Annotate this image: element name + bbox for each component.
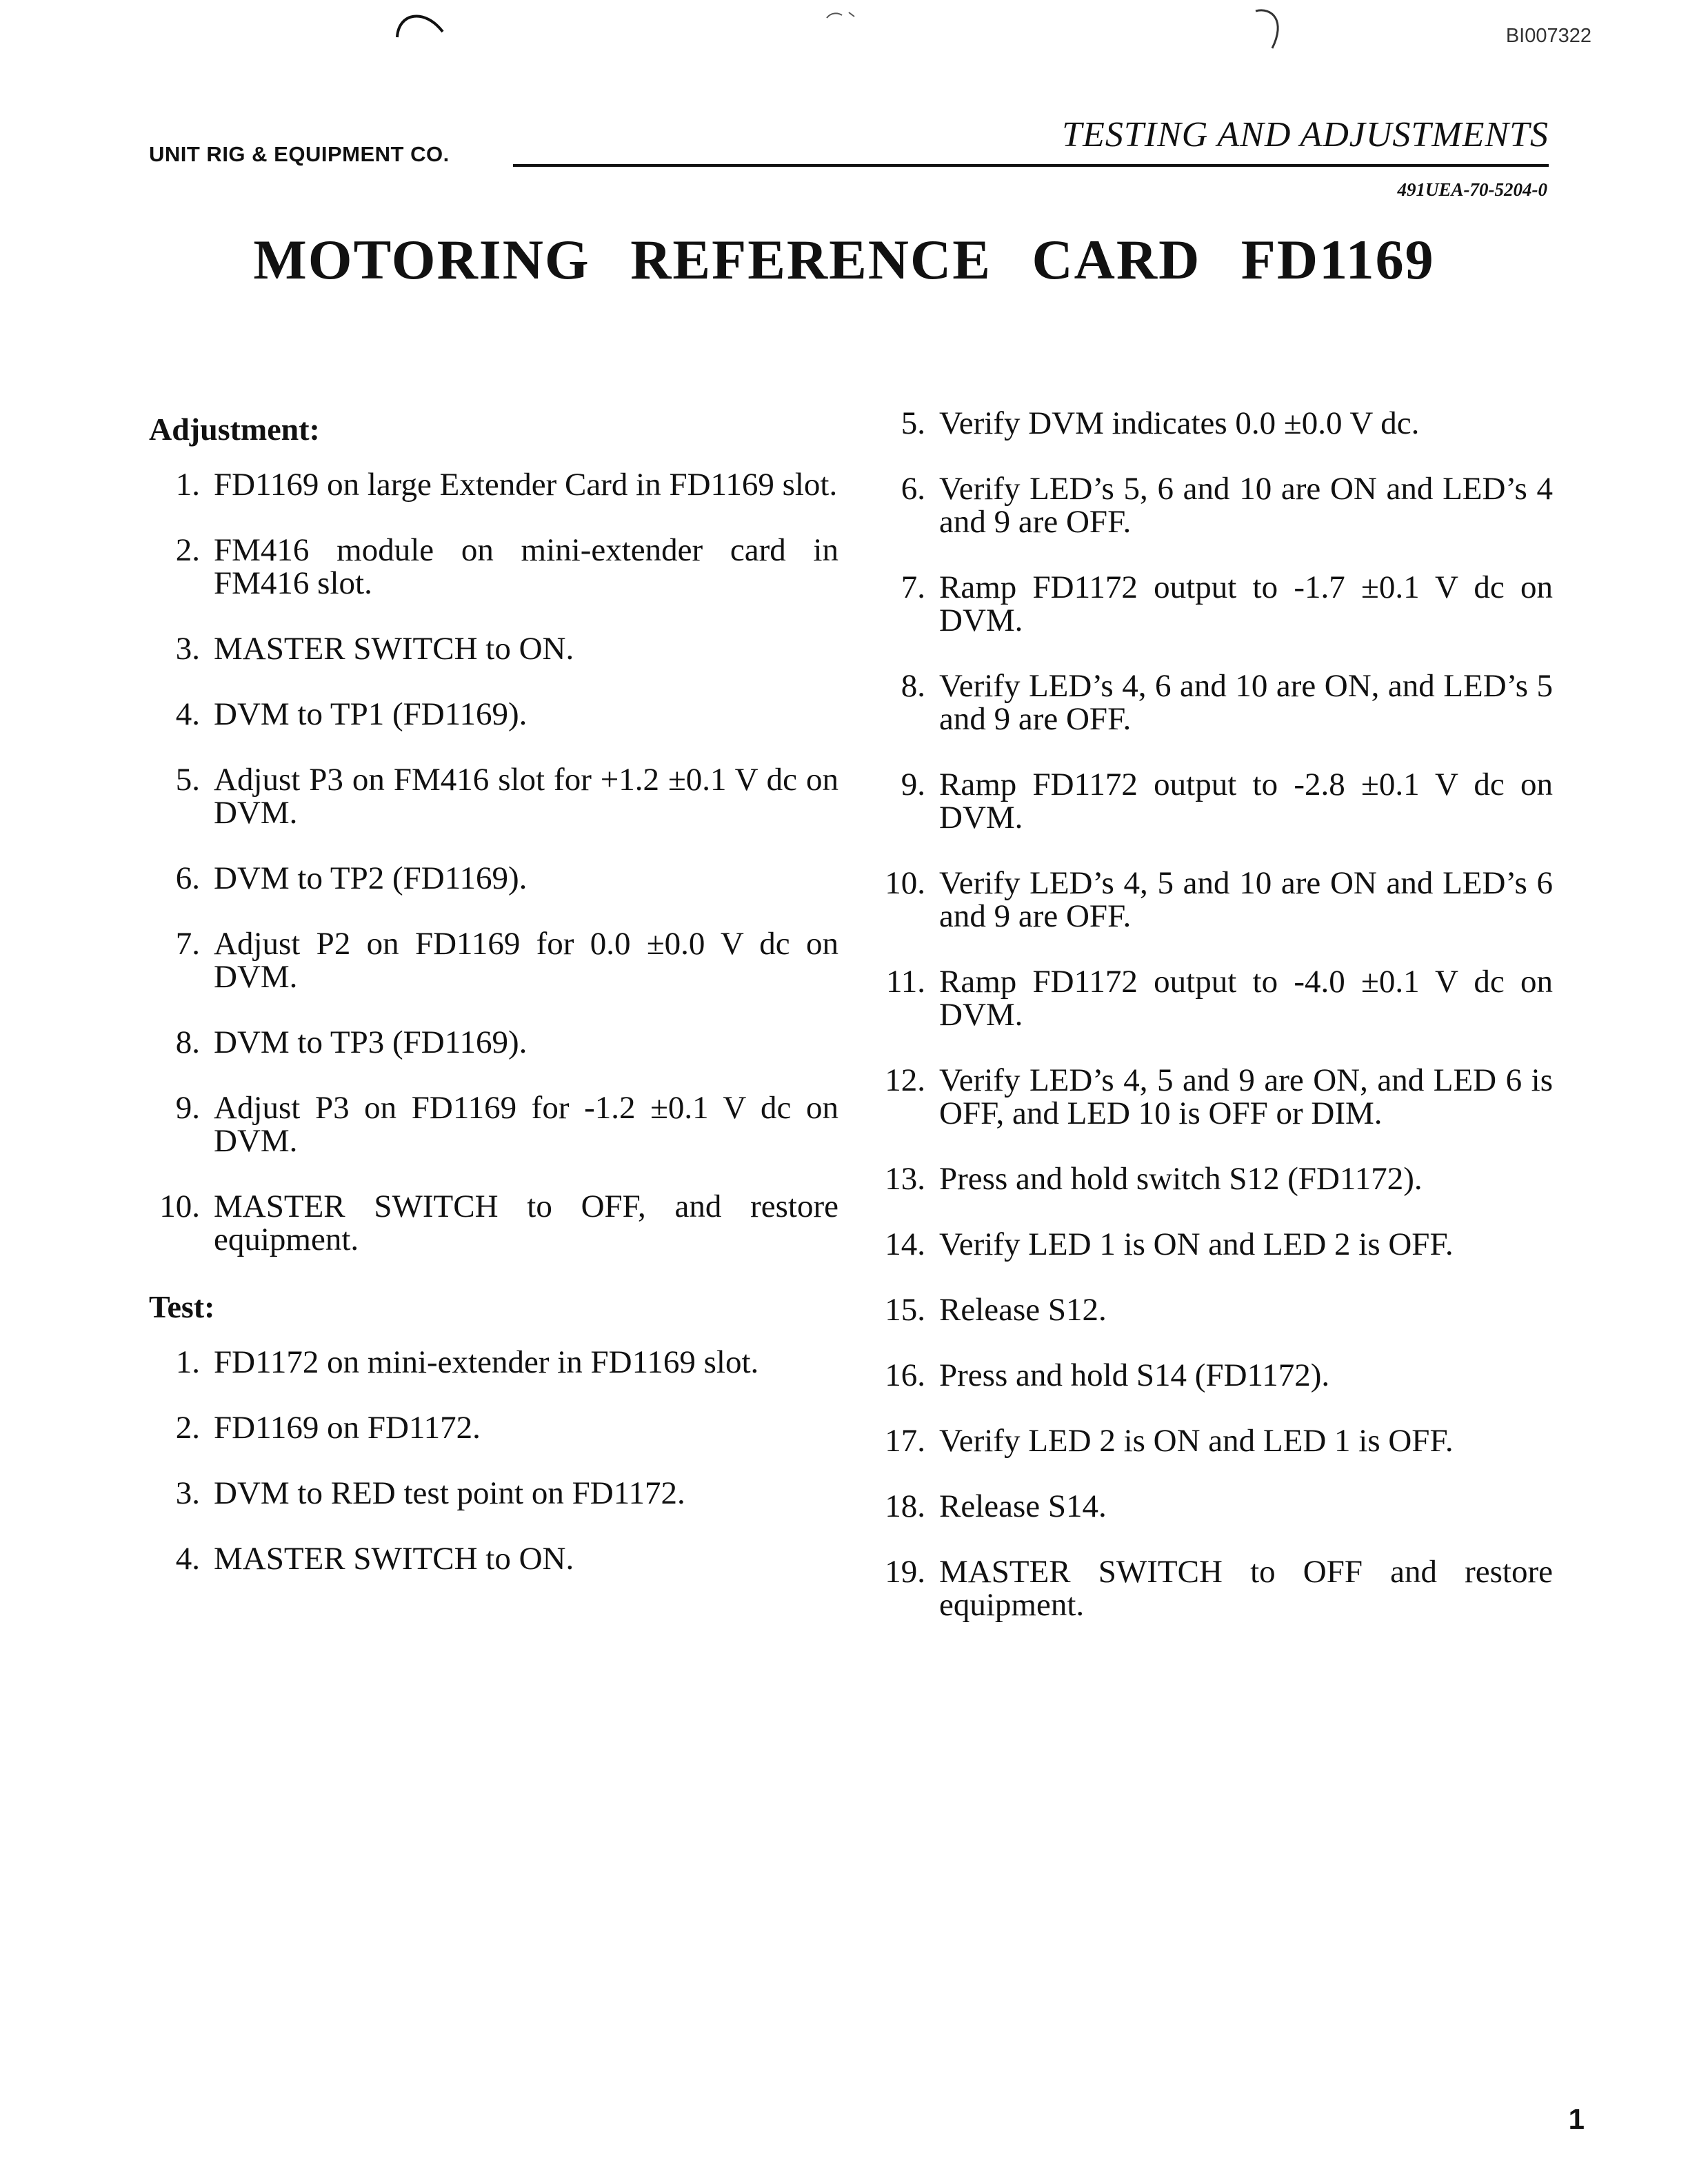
step-text: FD1169 on FD1172. bbox=[214, 1410, 481, 1446]
step-text: Verify LED’s 4, 5 and 9 are ON, and LED 6 is OFF, and LED 10 is OFF or DIM. bbox=[939, 1062, 1553, 1131]
step-number: 7. bbox=[901, 569, 925, 605]
step-number: 8. bbox=[901, 668, 925, 704]
step-text: FD1169 on large Extender Card in FD1169 slot. bbox=[214, 467, 838, 503]
step-item bbox=[863, 867, 1553, 933]
step-item bbox=[156, 468, 838, 501]
step-item bbox=[863, 1359, 1553, 1392]
step-number: 2. bbox=[175, 1410, 200, 1446]
step-text: DVM to TP3 (FD1169). bbox=[214, 1024, 528, 1060]
step-number: 5. bbox=[901, 405, 925, 441]
right-column bbox=[863, 407, 1553, 1654]
step-text: Ramp FD1172 output to -4.0 ±0.1 V dc on DVM. bbox=[939, 964, 1553, 1033]
step-text: MASTER SWITCH to OFF, and restore equipment. bbox=[214, 1189, 838, 1257]
document-id: BI007322 bbox=[1505, 25, 1591, 47]
page-title: MOTORING REFERENCE CARD FD1169 bbox=[253, 228, 1435, 291]
step-text: DVM to RED test point on FD1172. bbox=[214, 1475, 685, 1511]
step-item bbox=[156, 862, 838, 895]
step-number: 16. bbox=[885, 1357, 925, 1393]
step-item bbox=[156, 1411, 838, 1444]
step-item bbox=[156, 927, 838, 993]
page-number: 1 bbox=[1568, 2103, 1585, 2135]
step-number: 1. bbox=[175, 467, 200, 503]
step-number: 19. bbox=[885, 1554, 925, 1590]
test-steps-left bbox=[156, 1346, 838, 1575]
step-number: 1. bbox=[175, 1344, 200, 1380]
step-item bbox=[863, 1490, 1553, 1523]
step-text: Verify LED 2 is ON and LED 1 is OFF. bbox=[939, 1423, 1454, 1459]
step-text: Release S14. bbox=[939, 1488, 1107, 1524]
test-steps-right bbox=[863, 407, 1553, 1621]
step-item bbox=[863, 472, 1553, 538]
step-number: 10. bbox=[159, 1189, 200, 1224]
step-number: 7. bbox=[175, 926, 200, 962]
step-number: 12. bbox=[885, 1062, 925, 1098]
step-text: Press and hold S14 (FD1172). bbox=[939, 1357, 1330, 1393]
step-item bbox=[156, 1477, 838, 1510]
step-item bbox=[863, 1228, 1553, 1261]
step-text: Release S12. bbox=[939, 1292, 1107, 1328]
company-name: UNIT RIG & EQUIPMENT CO. bbox=[149, 142, 450, 166]
step-text: Ramp FD1172 output to -1.7 ±0.1 V dc on DVM. bbox=[939, 569, 1553, 638]
step-item bbox=[863, 1555, 1553, 1621]
step-text: Verify LED’s 5, 6 and 10 are ON and LED’s 4 and 9 are OFF. bbox=[939, 471, 1553, 540]
step-number: 9. bbox=[175, 1090, 200, 1126]
left-column bbox=[149, 407, 838, 1608]
step-text: MASTER SWITCH to ON. bbox=[214, 631, 574, 667]
step-number: 11. bbox=[885, 964, 925, 1000]
step-item bbox=[863, 571, 1553, 637]
section-title: TESTING AND ADJUSTMENTS bbox=[1062, 115, 1549, 154]
step-text: Press and hold switch S12 (FD1172). bbox=[939, 1161, 1423, 1197]
step-number: 8. bbox=[175, 1024, 200, 1060]
step-number: 17. bbox=[885, 1423, 925, 1459]
step-number: 5. bbox=[175, 762, 200, 798]
step-number: 6. bbox=[901, 471, 925, 507]
step-text: Verify DVM indicates 0.0 ±0.0 V dc. bbox=[939, 405, 1420, 441]
step-number: 4. bbox=[175, 1541, 200, 1577]
step-text: Verify LED’s 4, 6 and 10 are ON, and LED’s 5 and 9 are OFF. bbox=[939, 668, 1553, 737]
step-item bbox=[156, 1091, 838, 1157]
step-text: Verify LED’s 4, 5 and 10 are ON and LED’s 6 and 9 are OFF. bbox=[939, 865, 1553, 934]
document-code: 491UEA-70-5204-0 bbox=[1397, 179, 1547, 200]
punch-hole-mark-middle bbox=[824, 7, 865, 28]
step-text: MASTER SWITCH to ON. bbox=[214, 1541, 574, 1577]
step-text: Verify LED 1 is ON and LED 2 is OFF. bbox=[939, 1226, 1454, 1262]
step-text: DVM to TP2 (FD1169). bbox=[214, 860, 528, 896]
step-item bbox=[156, 1026, 838, 1059]
step-number: 2. bbox=[175, 532, 200, 568]
step-text: MASTER SWITCH to OFF and restore equipment. bbox=[939, 1554, 1553, 1623]
header-rule bbox=[513, 164, 1549, 167]
punch-hole-mark-right bbox=[1252, 7, 1293, 55]
step-text: FM416 module on mini-extender card in FM416 slot. bbox=[214, 532, 838, 601]
step-number: 18. bbox=[885, 1488, 925, 1524]
step-item bbox=[156, 1190, 838, 1256]
step-number: 3. bbox=[175, 631, 200, 667]
step-item bbox=[156, 1346, 838, 1379]
step-item bbox=[156, 1542, 838, 1575]
step-item bbox=[863, 965, 1553, 1031]
step-text: Adjust P3 on FM416 slot for +1.2 ±0.1 V dc on DVM. bbox=[214, 762, 838, 831]
adjustment-steps bbox=[156, 468, 838, 1256]
step-item bbox=[863, 1293, 1553, 1326]
step-item bbox=[863, 1162, 1553, 1195]
step-number: 14. bbox=[885, 1226, 925, 1262]
step-text: FD1172 on mini-extender in FD1169 slot. bbox=[214, 1344, 759, 1380]
step-number: 13. bbox=[885, 1161, 925, 1197]
punch-hole-mark-left bbox=[393, 7, 448, 41]
step-number: 15. bbox=[885, 1292, 925, 1328]
step-text: Adjust P3 on FD1169 for -1.2 ±0.1 V dc on DVM. bbox=[214, 1090, 838, 1159]
step-number: 4. bbox=[175, 696, 200, 732]
step-text: Adjust P2 on FD1169 for 0.0 ±0.0 V dc on DVM. bbox=[214, 926, 838, 995]
step-text: Ramp FD1172 output to -2.8 ±0.1 V dc on DVM. bbox=[939, 767, 1553, 836]
test-heading: Test: bbox=[149, 1289, 215, 1324]
step-number: 9. bbox=[901, 767, 925, 802]
step-text: DVM to TP1 (FD1169). bbox=[214, 696, 528, 732]
step-item bbox=[863, 1064, 1553, 1130]
step-item bbox=[156, 763, 838, 829]
step-item bbox=[863, 768, 1553, 834]
step-item bbox=[156, 534, 838, 600]
step-item bbox=[863, 1424, 1553, 1457]
step-number: 3. bbox=[175, 1475, 200, 1511]
step-item bbox=[863, 669, 1553, 736]
step-item bbox=[863, 407, 1553, 440]
step-number: 6. bbox=[175, 860, 200, 896]
step-number: 10. bbox=[885, 865, 925, 901]
step-item bbox=[156, 698, 838, 731]
adjustment-heading: Adjustment: bbox=[149, 412, 320, 447]
step-item bbox=[156, 632, 838, 665]
